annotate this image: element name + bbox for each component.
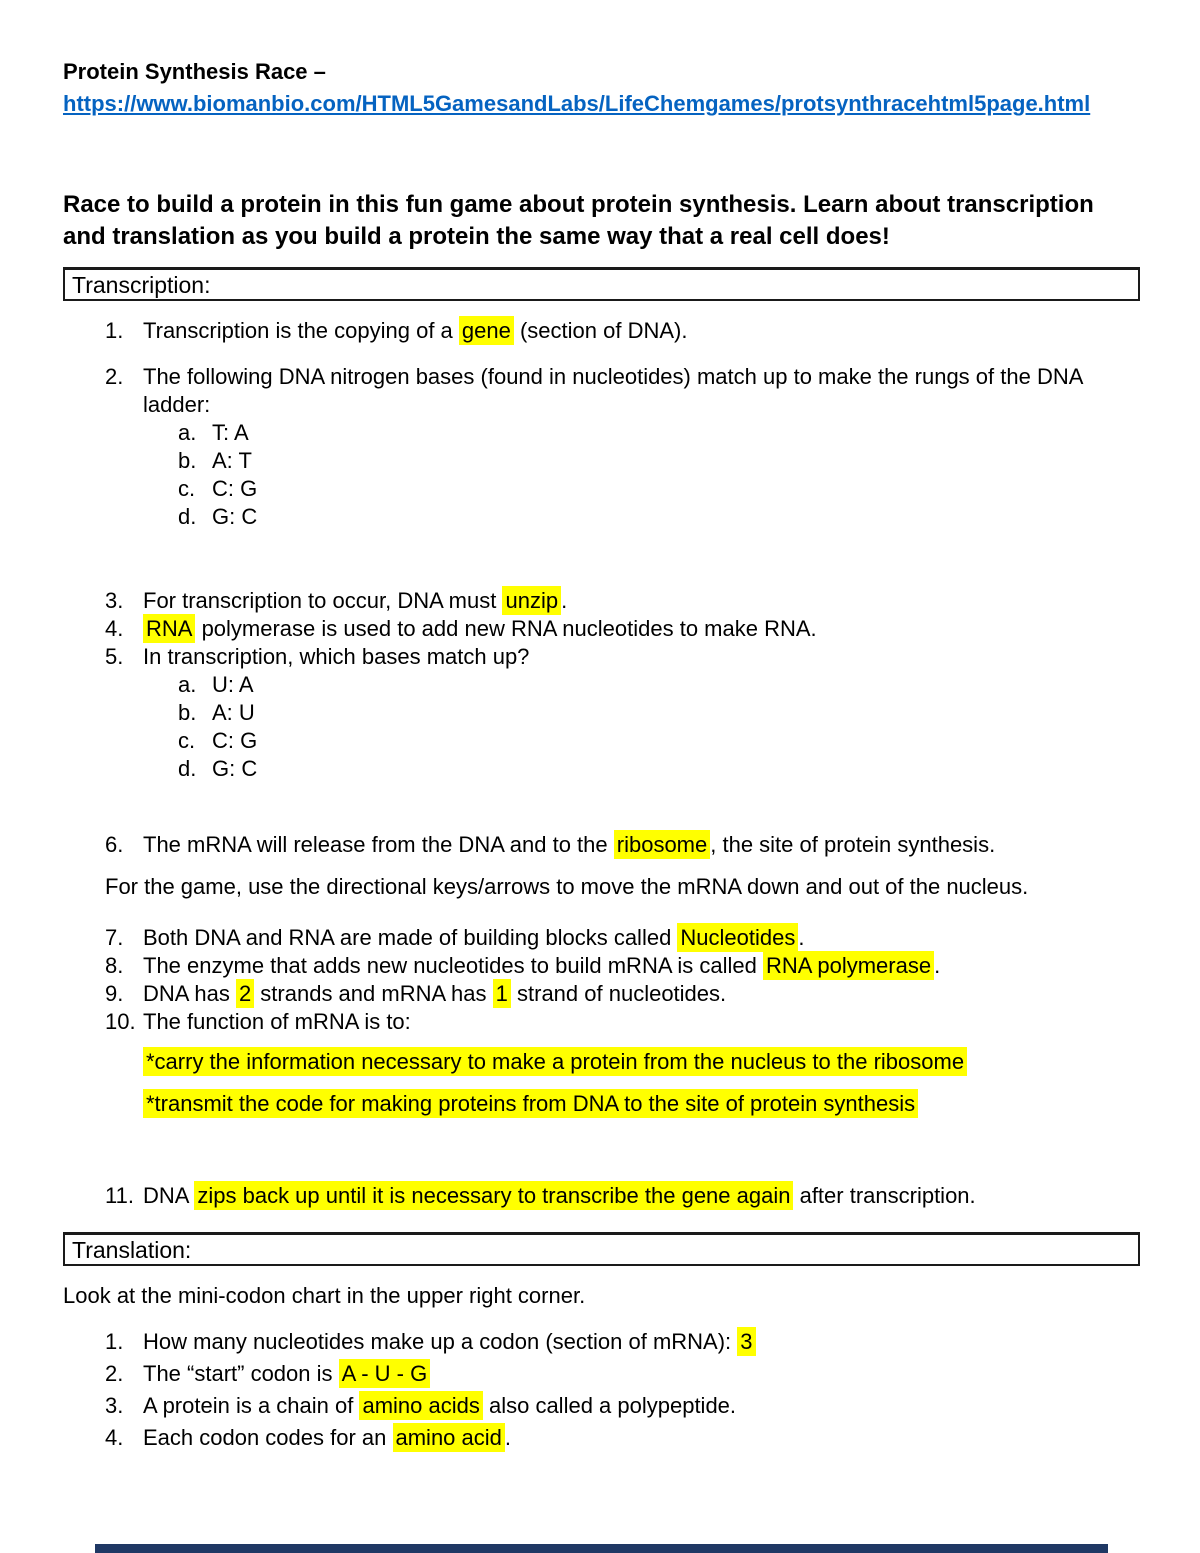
item-text: T: A <box>212 420 249 445</box>
item-text: In transcription, which bases match up? <box>143 644 530 669</box>
sub-item-c <box>63 727 1140 755</box>
list-item-4 <box>63 1424 1140 1452</box>
item-text: A: T <box>212 448 252 473</box>
item-letter: c. <box>178 728 196 753</box>
list-item-6 <box>63 831 1140 859</box>
highlighted-answer: unzip <box>502 586 561 615</box>
item-number: 7. <box>105 925 124 950</box>
item-text: G: C <box>212 756 258 781</box>
sub-item-c <box>63 475 1140 503</box>
spacer <box>63 783 1140 831</box>
list-item-8 <box>63 952 1140 980</box>
item-number: 2. <box>105 1361 124 1386</box>
item-text: RNA polymerase is used to add new RNA nucleotides to make RNA. <box>143 614 817 643</box>
intro-text <box>63 189 1140 253</box>
highlighted-answer: RNA polymerase <box>763 951 934 980</box>
page-title: Protein Synthesis Race – <box>63 59 326 84</box>
section-heading-box <box>63 267 1140 301</box>
section-heading: Translation: <box>72 1237 192 1263</box>
list-item-9 <box>63 980 1140 1008</box>
item-number: 1. <box>105 318 124 343</box>
item-number: 10. <box>105 1009 136 1034</box>
list-item-10 <box>63 1008 1140 1036</box>
list-item-1 <box>63 317 1140 345</box>
item-number: 4. <box>105 616 124 641</box>
item-letter: a. <box>178 672 197 697</box>
item-text: Transcription is the copying of a gene (section of DNA). <box>143 318 688 343</box>
intro-line-2: and translation as you build a protein the same way that a real cell does! <box>63 223 890 250</box>
item-text: The function of mRNA is to: <box>143 1009 411 1034</box>
section-blocks <box>63 1282 1140 1452</box>
list-item-3 <box>63 587 1140 615</box>
list-item-2 <box>63 1360 1140 1388</box>
highlighted-answer: RNA <box>143 614 195 643</box>
highlighted-answer: 3 <box>737 1327 755 1356</box>
item-letter: b. <box>178 700 197 725</box>
item-number: 3. <box>105 588 124 613</box>
item-number: 2. <box>105 364 124 389</box>
item-number: 6. <box>105 832 124 857</box>
game-url-link[interactable]: https://www.biomanbio.com/HTML5GamesandLabs/LifeChemgames/protsynthracehtml5page.html <box>63 91 1091 116</box>
item-text: For transcription to occur, DNA must unzip . <box>143 588 568 613</box>
highlighted-answer: 2 <box>236 979 254 1008</box>
highlighted-answer: *carry the information necessary to make a protein from the nucleus to the ribosome <box>143 1047 967 1076</box>
sub-item-a <box>63 419 1140 447</box>
highlighted-answer: Nucleotides <box>677 923 798 952</box>
highlighted-answer: ribosome <box>614 830 710 859</box>
list-item-2 <box>63 363 1140 419</box>
paragraph: For the game, use the directional keys/arrows to move the mRNA down and out of the nucleus. <box>105 874 1029 899</box>
item-text: A protein is a chain of amino acids also called a polypeptide. <box>143 1393 737 1418</box>
section-heading: Transcription: <box>72 272 211 298</box>
list-item-7 <box>63 924 1140 952</box>
highlighted-answer: zips back up until it is necessary to transcribe the gene again <box>194 1181 793 1210</box>
item-number: 11. <box>105 1183 134 1208</box>
item-letter: d. <box>178 756 197 781</box>
item-number: 9. <box>105 981 124 1006</box>
intro-line-1: Race to build a protein in this fun game about protein synthesis. Learn about transcription <box>63 191 1094 218</box>
list-item-4 <box>63 615 1140 643</box>
sub-item-d <box>63 503 1140 531</box>
list-item-5 <box>63 643 1140 671</box>
link-line <box>63 90 1140 121</box>
answer-line <box>63 1048 1140 1076</box>
sub-item-b <box>63 699 1140 727</box>
item-text: Both DNA and RNA are made of building blocks called Nucleotides . <box>143 925 805 950</box>
highlighted-answer: *transmit the code for making proteins from DNA to the site of protein synthesis <box>143 1089 918 1118</box>
item-text: C: G <box>212 728 258 753</box>
item-letter: c. <box>178 476 196 501</box>
highlighted-answer: amino acids <box>359 1391 482 1420</box>
spacer <box>63 1118 1140 1182</box>
item-text: C: G <box>212 476 258 501</box>
item-text: The enzyme that adds new nucleotides to build mRNA is called RNA polymerase . <box>143 953 941 978</box>
highlighted-answer: gene <box>459 316 514 345</box>
highlighted-answer: A - U - G <box>339 1359 431 1388</box>
item-number: 1. <box>105 1329 124 1354</box>
worksheet-sections <box>63 267 1140 1452</box>
section-translation <box>63 1232 1140 1452</box>
item-letter: b. <box>178 448 197 473</box>
item-letter: d. <box>178 504 197 529</box>
item-text: The mRNA will release from the DNA and to the ribosome , the site of protein synthesis. <box>143 832 996 857</box>
item-text: How many nucleotides make up a codon (section of mRNA): 3 <box>143 1327 756 1356</box>
next-page-edge-bar <box>95 1544 1108 1553</box>
item-text: Each codon codes for an amino acid . <box>143 1425 512 1450</box>
section-transcription <box>63 267 1140 1210</box>
item-text: DNA zips back up until it is necessary to transcribe the gene again after transcription. <box>143 1183 976 1208</box>
item-text: A: U <box>212 700 255 725</box>
section-blocks <box>63 317 1140 1210</box>
answer-line <box>63 1090 1140 1118</box>
highlighted-answer: amino acid <box>393 1423 505 1452</box>
item-text: The following DNA nitrogen bases (found in nucleotides) match up to make the rungs of the DNA ladder: <box>143 364 1084 417</box>
item-number: 4. <box>105 1425 124 1450</box>
paragraph: Look at the mini-codon chart in the upper right corner. <box>63 1283 586 1308</box>
item-number: 8. <box>105 953 124 978</box>
spacer <box>63 531 1140 587</box>
item-text: DNA has 2 strands and mRNA has 1 strand of nucleotides. <box>143 981 727 1006</box>
item-number: 3. <box>105 1393 124 1418</box>
sub-item-a <box>63 671 1140 699</box>
item-text: The “start” codon is A - U - G <box>143 1359 430 1388</box>
item-number: 5. <box>105 644 124 669</box>
sub-item-d <box>63 755 1140 783</box>
item-text: U: A <box>212 672 254 697</box>
list-item-1 <box>63 1328 1140 1356</box>
section-heading-box <box>63 1232 1140 1266</box>
item-letter: a. <box>178 420 197 445</box>
list-item-11 <box>63 1182 1140 1210</box>
list-item-3 <box>63 1392 1140 1420</box>
highlighted-answer: 1 <box>493 979 511 1008</box>
sub-item-b <box>63 447 1140 475</box>
item-text: G: C <box>212 504 258 529</box>
